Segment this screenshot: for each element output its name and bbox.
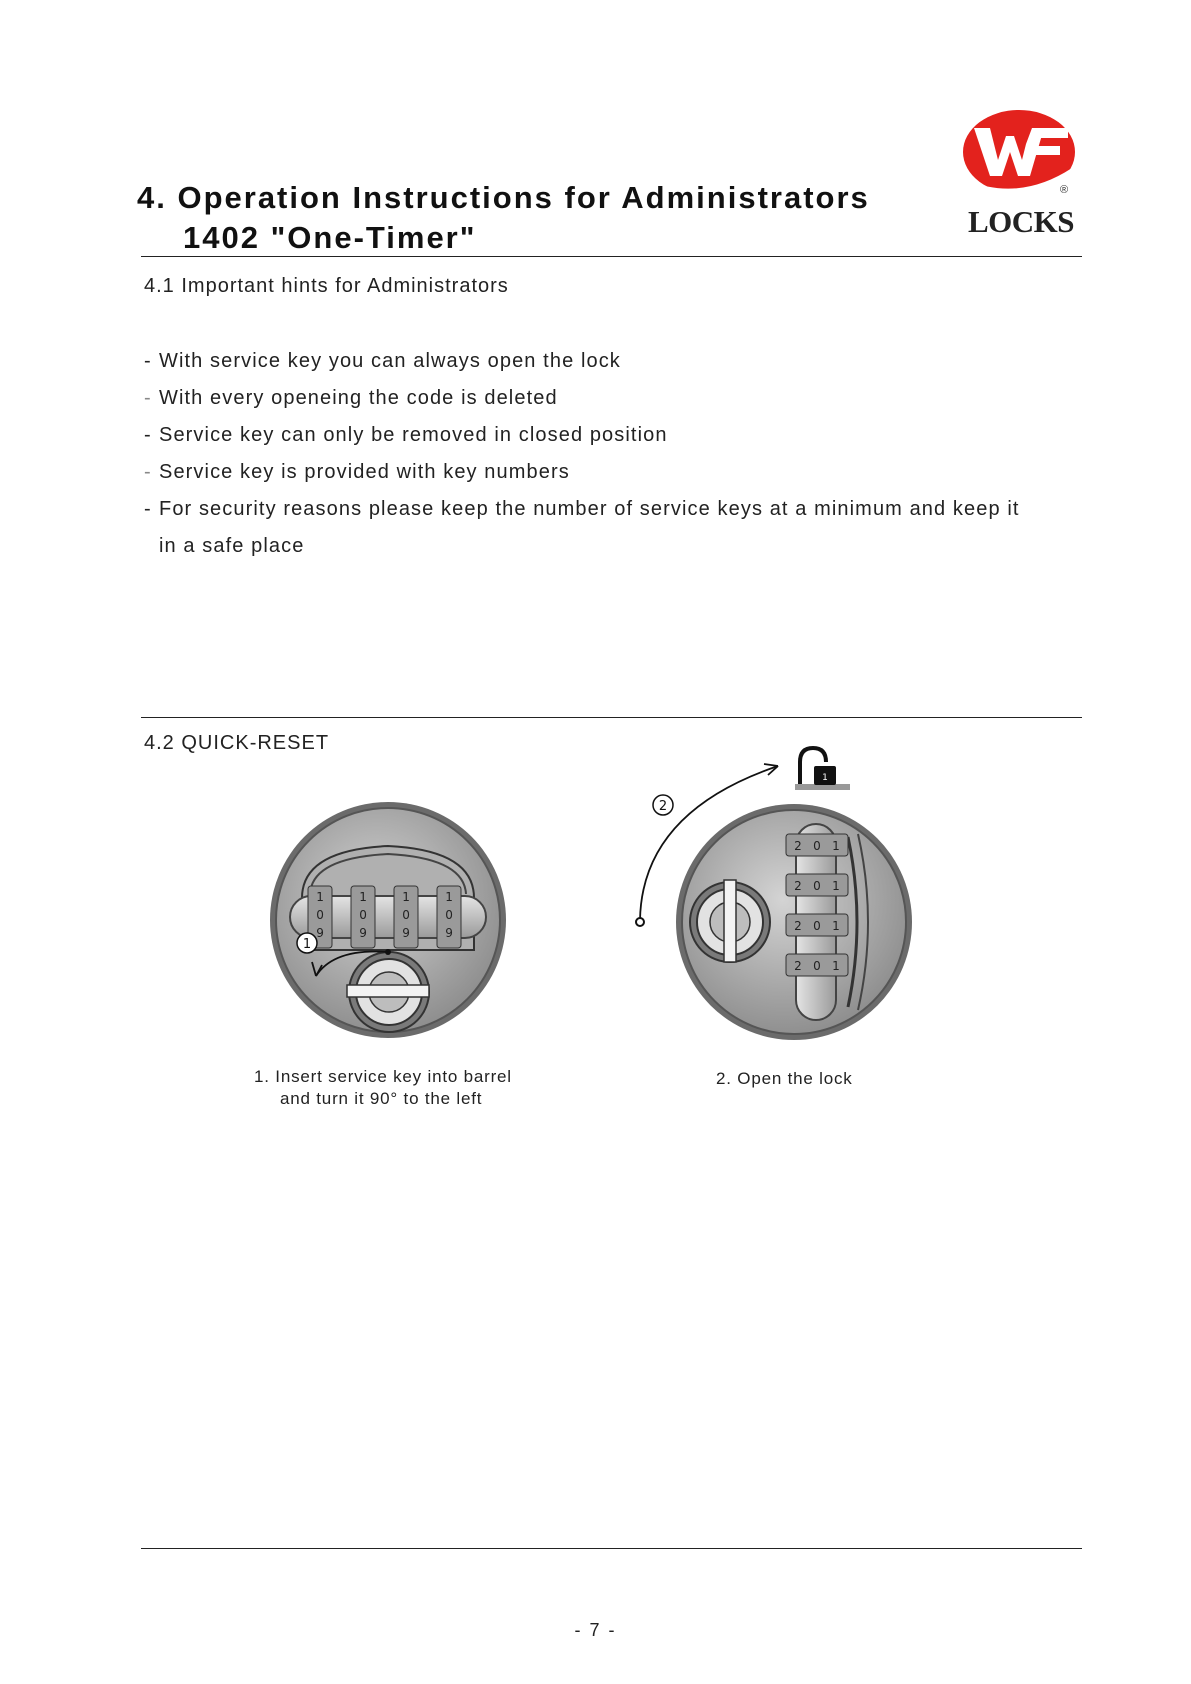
svg-text:0: 0 <box>813 959 821 973</box>
section-heading-hints: 4.1 Important hints for Administrators <box>144 275 509 297</box>
svg-text:9: 9 <box>316 926 324 940</box>
svg-text:9: 9 <box>359 926 367 940</box>
svg-text:0: 0 <box>813 879 821 893</box>
list-item: - For security reasons please keep the number of service keys at a minimum and keep it in a safe place <box>144 498 1020 557</box>
footer-divider <box>141 1548 1082 1549</box>
svg-text:0: 0 <box>402 908 410 922</box>
hints-list <box>144 343 1020 565</box>
title-line-2: 1402 "One-Timer" <box>183 220 477 255</box>
svg-text:1: 1 <box>822 773 828 783</box>
svg-text:1: 1 <box>359 890 367 904</box>
step2-caption: 2. Open the lock <box>716 1069 853 1088</box>
svg-text:2: 2 <box>794 959 802 973</box>
svg-text:0: 0 <box>359 908 367 922</box>
svg-text:1: 1 <box>832 839 840 853</box>
page-title <box>137 178 870 258</box>
svg-text:1: 1 <box>445 890 453 904</box>
section-heading-quick-reset: 4.2 QUICK-RESET <box>144 732 330 754</box>
step1-marker: 1 <box>302 937 312 952</box>
svg-text:0: 0 <box>445 908 453 922</box>
title-divider <box>141 256 1082 257</box>
list-item: - With service key you can always open the lock <box>144 350 621 372</box>
svg-text:1: 1 <box>402 890 410 904</box>
svg-text:9: 9 <box>445 926 453 940</box>
section-divider <box>141 717 1082 718</box>
svg-text:2: 2 <box>794 879 802 893</box>
svg-text:0: 0 <box>813 919 821 933</box>
step1-caption: 1. Insert service key into barrel and turn it 90° to the left <box>254 1067 512 1108</box>
svg-text:9: 9 <box>402 926 410 940</box>
svg-text:0: 0 <box>316 908 324 922</box>
svg-text:1: 1 <box>316 890 324 904</box>
logo-brand-text: LOCKS <box>968 204 1075 239</box>
registered-mark: ® <box>1060 184 1069 196</box>
list-item: - Service key can only be removed in closed position <box>144 424 668 446</box>
svg-text:0: 0 <box>813 839 821 853</box>
open-padlock-icon <box>795 748 850 790</box>
svg-text:2: 2 <box>794 919 802 933</box>
svg-text:1: 1 <box>832 959 840 973</box>
step2-lock-illustration <box>630 742 930 1047</box>
title-line-1: 4. Operation Instructions for Administrators <box>137 180 870 215</box>
svg-text:1: 1 <box>832 919 840 933</box>
svg-text:2: 2 <box>794 839 802 853</box>
list-item: - With every openeing the code is deleted <box>144 387 558 409</box>
brand-logo <box>960 106 1078 216</box>
step1-lock-illustration <box>262 800 512 1045</box>
svg-text:1: 1 <box>832 879 840 893</box>
list-item: - Service key is provided with key numbers <box>144 461 570 483</box>
page-number: - 7 - <box>574 1620 617 1640</box>
step2-marker: 2 <box>658 799 668 814</box>
